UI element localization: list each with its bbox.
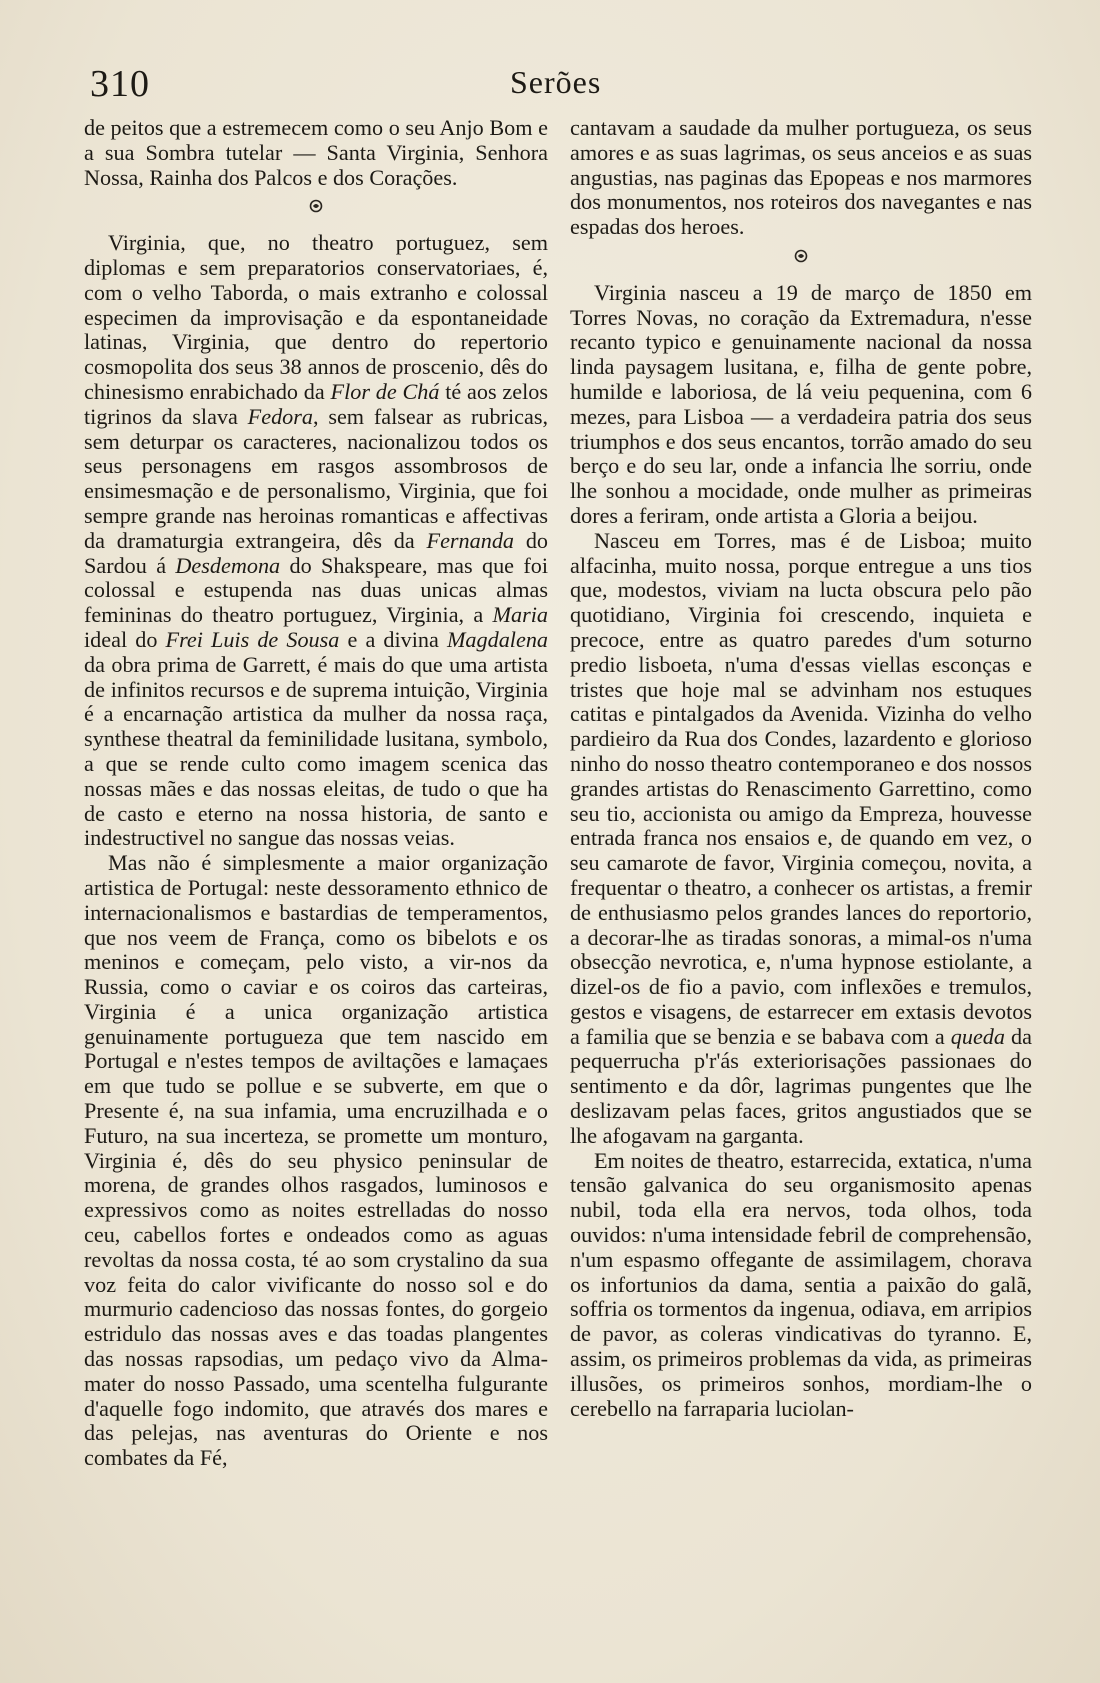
- paragraph: Virginia nasceu a 19 de março de 1850 em Torres Novas, no coração da Extremadura, n'esse recanto typico e genuinamente nacional da nossa linda paysagem lusitana, e, filha de gente pobre, humilde e laboriosa, de lá veiu pequenina, com 6 mezes, para Lisboa — a verdadeira patria dos seus triumphos e dos seus encantos, torrão amado do seu berço e do seu lar, onde a infancia lhe sorriu, onde lhe sonhou a mocidade, onde mulher as primeiras dores a feriram, onde artista a Gloria a beijou.: [570, 279, 1032, 528]
- paragraph: Nasceu em Torres, mas é de Lisboa; muito alfacinha, muito nossa, porque entregue a uns tios que, modestos, viviam na lucta obscura pelo pão quotidiano, Virginia foi crescendo, inquieta e precoce, entre as quatro paredes d'um soturno predio lisboeta, n'uma d'essas viellas esconças e tristes que hoje mal se advinham nos estuques catitas e pintalgados da Avenida. Vizinha do velho pardieiro da Rua dos Condes, lazardento e glorioso ninho do nosso theatro contemporaneo e dos nossos grandes artistas do Renascimento Garrettino, como seu tio, accionista ou amigo da Empreza, houvesse entrada franca nos ensaios e, de quando em vez, o seu camarote de favor, Virginia começou, novita, a frequentar o theatro, a conhecer os artistas, a fremir de enthusiasmo pelos grandes lances do reportorio, a decorar-lhe as tiradas sonoras, a mimal-os n'uma obsecção nevrotica, e, n'uma hypnose estiolante, a dizel-os de fio a pavio, com inflexões e tremulos, gestos e visagens, de estarrecer em extasis devotos a familia que se benzia e se babava com a queda da pequerrucha p'r'ás exteriorisações passionaes do sentimento e da dôr, lagrimas pungentes que lhe deslizavam pelas faces, gritos angustiados que se lhe afogavam na garganta.: [570, 527, 1032, 1148]
- floral-ornament-icon: [570, 248, 1032, 273]
- floral-ornament-icon: [84, 198, 548, 223]
- right-column: [570, 116, 1032, 1421]
- paragraph: de peitos que a estremecem como o seu Anjo Bom e a sua Sombra tutelar — Santa Virginia, Senhora Nossa, Rainha dos Palcos e dos Corações.: [84, 115, 548, 190]
- left-column: [84, 116, 548, 1471]
- paragraph: Em noites de theatro, estarrecida, extatica, n'uma tensão galvanica do seu organismosito apenas nubil, toda ella era nervos, toda olhos, toda ouvidos: n'uma intensidade febril de comprehensão, n'um espasmo offegante de assimilagem, chorava os infortunios da dama, sentia a paixão do galã, soffria os tormentos da ingenua, odiava, em arripios de pavor, as coleras vindicativas do tyranno. E, assim, os primeiros problemas da vida, as primeiras illusões, os primeiros sonhos, mordiam-lhe o cerebello na farraparia luciolan-: [570, 1147, 1032, 1421]
- paragraph: Virginia, que, no theatro portuguez, sem diplomas e sem preparatorios conservatoriaes, é, com o velho Taborda, o mais extranho e colossal especimen da improvisação e da espontaneidade latinas, Virginia, que dentro do repertorio cosmopolita dos seus 38 annos de proscenio, dês do chinesismo enrabichado da Flor de Chá té aos zelos tigrinos da slava Fedora, sem falsear as rubricas, sem deturpar os caracteres, nacionalizou todos os seus personagens em rasgos assombrosos de ensimesmação e de personalismo, Virginia, que foi sempre grande nas heroinas romanticas e affectivas da dramaturgia extrangeira, dês da Fernanda do Sardou á Desdemona do Shakspeare, mas que foi colossal e estupenda nas duas unicas almas femininas do theatro portuguez, Virginia, a Maria ideal do Frei Luis de Sousa e a divina Magdalena da obra prima de Garrett, é mais do que uma artista de infinitos recursos e de suprema intuição, Virginia é a encarnação artistica da mulher da nossa raça, synthese theatral da feminilidade lusitana, symbolo, a que se rende culto como imagem scenica das nossas mães e das nossas eleitas, de tudo o que ha de casto e eterno na nossa historia, de santo e indestructivel no sangue das nossas veias.: [84, 230, 549, 851]
- paragraph: Mas não é simplesmente a maior organização artistica de Portugal: neste dessoramento ethnico de internacionalismos e bastardias de temperamentos, que nos veem de França, como os bibelots e os meninos e começam, pelo visto, a vir-nos da Russia, como o caviar e os coiros das carteiras, Virginia é a unica organização artistica genuinamente portugueza que tem nascido em Portugal e n'estes tempos de aviltações e lamaçaes em que tudo se pollue e se subverte, em que o Presente é, na sua infamia, uma encruzilhada e o Futuro, na sua incerteza, se promette um monturo, Virginia é, dês do seu physico peninsular de morena, de grandes olhos rasgados, luminosos e expressivos como as noites estrelladas do nosso ceu, cabellos fortes e ondeados como as aguas revoltas da nossa costa, té ao som crystalino da sua voz feita do calor vivificante do nosso sol e do murmurio cadencioso das nossas fontes, do gorgeio estridulo das nossas aves e das toadas plangentes das nossas rapsodias, um pedaço vivo da Alma-mater do nosso Passado, uma scentelha fulgurante d'aquelle fogo indomito, que através dos mares e das pelejas, nas aventuras do Oriente e nos combates da Fé,: [84, 850, 548, 1471]
- running-head: [0, 62, 1100, 110]
- paragraph: cantavam a saudade da mulher portugueza, os seus amores e as suas lagrimas, os seus anceios e as suas angustias, nas paginas das Epopeas e nos marmores dos monumentos, nos roteiros dos navegantes e nas espadas dos heroes.: [570, 115, 1032, 240]
- journal-title: Serões: [510, 64, 602, 100]
- italic-word: queda: [950, 1023, 1005, 1049]
- page-number: 310: [90, 63, 150, 105]
